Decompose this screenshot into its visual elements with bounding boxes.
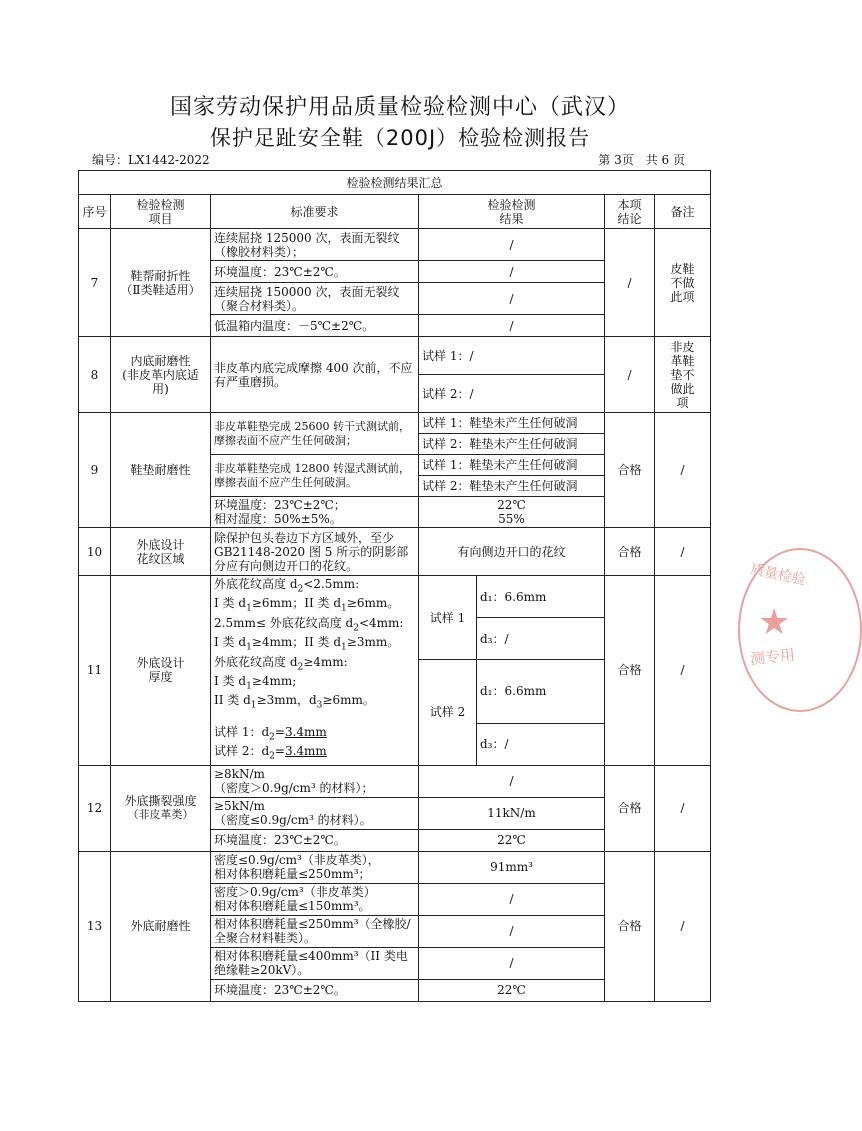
r7-req2: 环境温度：23℃±2℃。	[211, 261, 419, 283]
r11-sample2: 试样 2	[419, 660, 477, 766]
r11-sample2-value: 3.4mm	[284, 744, 327, 759]
r12-res2: 11kN/m	[419, 797, 605, 829]
r8-seq: 8	[79, 337, 111, 413]
r7-conclusion: /	[605, 229, 655, 337]
r7-res4: /	[419, 315, 605, 337]
r9-seq: 9	[79, 413, 111, 528]
r13-res4: /	[419, 947, 605, 979]
r10-conclusion: 合格	[605, 528, 655, 576]
r13-conclusion: 合格	[605, 851, 655, 1001]
r13-res2: /	[419, 883, 605, 915]
r11-req-i: 试样 2：d	[214, 744, 270, 759]
r7-req4: 低温箱内温度：－5℃±2℃。	[211, 315, 419, 337]
r13-req1: 密度≤0.9g/cm³（非皮革类）， 相对体积磨耗量≤250mm³；	[211, 851, 419, 883]
r11-d1-2: d₁：6.6mm	[477, 660, 605, 724]
r13-note: /	[655, 851, 711, 1001]
r13-res1: 91mm³	[419, 851, 605, 883]
r9-res4: 试样 2：鞋垫未产生任何破洞	[419, 476, 605, 497]
r11-req-a: 外底花纹高度 d	[214, 577, 298, 591]
r7-res3: /	[419, 283, 605, 315]
r12-item-cell	[111, 765, 211, 851]
header-conclusion: 本项 结论	[605, 195, 655, 229]
r12-conclusion: 合格	[605, 765, 655, 851]
r8-item: 内底耐磨性 (非皮革内底适用)	[111, 337, 211, 413]
r10-item: 外底设计 花纹区域	[111, 528, 211, 576]
official-seal	[738, 548, 862, 712]
r10-res: 有向侧边开口的花纹	[419, 528, 605, 576]
r11-req-d: I 类 d	[214, 635, 247, 650]
r8-conclusion: /	[605, 337, 655, 413]
r9-res1: 试样 1：鞋垫未产生任何破洞	[419, 413, 605, 434]
r11-d1-1: d₁：6.6mm	[477, 576, 605, 618]
r7-res1: /	[419, 229, 605, 261]
r12-seq: 12	[79, 765, 111, 851]
r12-res1: /	[419, 765, 605, 797]
r11-d3-1: d₃：/	[477, 618, 605, 660]
r13-req3: 相对体积磨耗量≤250mm³（全橡胶/全聚合材料鞋类）。	[211, 915, 419, 947]
r12-item: 外底撕裂强度	[124, 794, 197, 809]
r9-res5: 22℃ 55%	[419, 497, 605, 528]
r12-res3: 22℃	[419, 829, 605, 851]
r12-req1: ≥8kN/m （密度＞0.9g/cm³ 的材料）；	[211, 765, 419, 797]
r10-note: /	[655, 528, 711, 576]
r9-note: /	[655, 413, 711, 528]
r7-seq: 7	[79, 229, 111, 337]
seal-star-icon: ★	[758, 602, 791, 643]
r9-req2: 非皮革鞋垫完成 12800 转湿式测试前，摩擦表面不应产生任何破洞。	[211, 455, 419, 497]
r11-sample1: 试样 1	[419, 576, 477, 660]
r13-req2: 密度＞0.9g/cm³（非皮革类） 相对体积磨耗量≤150mm³。	[211, 883, 419, 915]
r11-item: 外底设计 厚度	[111, 576, 211, 766]
header-note: 备注	[655, 195, 711, 229]
seal-text-bottom: 测专用	[749, 645, 796, 669]
header-req: 标准要求	[211, 195, 419, 229]
r12-req2: ≥5kN/m （密度≤0.9g/cm³ 的材料）。	[211, 797, 419, 829]
header-result: 检验检测 结果	[419, 195, 605, 229]
results-table	[78, 170, 711, 1002]
r7-req3: 连续屈挠 150000 次，表面无裂纹（聚合材料类）。	[211, 283, 419, 315]
r11-d3-2: d₃：/	[477, 723, 605, 765]
r11-req: 外底花纹高度 $d_2<2.5mm$: I 类 $d_1\ge 6mm$；II 类 $d_1\ge 6mm$。 2.5mm≤ 外底花纹高度 $d_2<4mm$: I 类 $d_1\ge 4mm$；II 类 $d_1\ge 3mm$。 外底花纹高度 $d_2\ge 4mm$: I 类 $d_1\ge 4mm$; II 类 $d_1\ge 3mm$，$d_3\ge 6mm$。 试样 1：$d_2=3.4mm$ 试样 2：$d_2=3.4mm$	[211, 576, 419, 766]
r9-res3: 试样 1：鞋垫未产生任何破洞	[419, 455, 605, 476]
report-subtitle: 保护足趾安全鞋（200J）检验检测报告	[209, 126, 591, 150]
r9-req1: 非皮革鞋垫完成 25600 转干式测试前，摩擦表面不应产生任何破洞；	[211, 413, 419, 455]
header-seq: 序号	[79, 195, 111, 229]
r13-req5: 环境温度：23℃±2℃。	[211, 979, 419, 1001]
r9-conclusion: 合格	[605, 413, 655, 528]
r13-seq: 13	[79, 851, 111, 1001]
r12-note: /	[655, 765, 711, 851]
seal-text-top: 质量检验	[748, 561, 807, 589]
r9-res2: 试样 2：鞋垫未产生任何破洞	[419, 434, 605, 455]
r11-req-g: II 类 d	[214, 693, 251, 708]
r11-seq: 11	[79, 576, 111, 766]
r11-req-f: I 类 d	[214, 673, 247, 688]
r7-note: 皮鞋 不做 此项	[655, 229, 711, 337]
r8-res2: 试样 2：/	[419, 375, 605, 413]
r7-req1: 连续屈挠 125000 次，表面无裂纹（橡胶材料类）；	[211, 229, 419, 261]
r9-req3: 环境温度：23℃±2℃； 相对湿度：50%±5%。	[211, 497, 419, 528]
r11-note: /	[655, 576, 711, 766]
r7-item: 鞋帮耐折性 （Ⅱ类鞋适用）	[111, 229, 211, 337]
r8-req: 非皮革内底完成摩擦 400 次前，不应有严重磨损。	[211, 337, 419, 413]
r13-res5: 22℃	[419, 979, 605, 1001]
r13-req4: 相对体积磨耗量≤400mm³（II 类电绝缘鞋≥20kV）。	[211, 947, 419, 979]
header-item: 检验检测 项目	[111, 195, 211, 229]
r10-req: 除保护包头卷边下方区域外，至少 GB21148-2020 图 5 所示的阴影部分应有向侧边开口的花纹。	[211, 528, 419, 576]
table-caption: 检验检测结果汇总	[79, 171, 711, 195]
r11-req-h: 试样 1：d	[214, 724, 270, 739]
r8-note: 非皮 革鞋 垫不 做此 项	[655, 337, 711, 413]
r11-sample1-value: 3.4mm	[284, 724, 327, 739]
r10-seq: 10	[79, 528, 111, 576]
r7-res2: /	[419, 261, 605, 283]
r12-item-sub: （非皮革类）	[127, 808, 194, 822]
r13-res3: /	[419, 915, 605, 947]
r13-item: 外底耐磨性	[111, 851, 211, 1001]
r11-req-b: I 类 d	[214, 596, 247, 611]
r11-req-e: 外底花纹高度 d	[214, 654, 298, 669]
page-indicator: 第 3页 共 6 页	[598, 153, 685, 167]
r9-item: 鞋垫耐磨性	[111, 413, 211, 528]
r8-res1: 试样 1：/	[419, 337, 605, 375]
report-number: 编号：LX1442-2022	[92, 153, 210, 167]
report-title: 国家劳动保护用品质量检验检测中心（武汉）	[169, 95, 630, 120]
r11-req-c: 2.5mm≤ 外底花纹高度 d	[214, 615, 354, 630]
r11-conclusion: 合格	[605, 576, 655, 766]
r12-req3: 环境温度：23℃±2℃。	[211, 829, 419, 851]
